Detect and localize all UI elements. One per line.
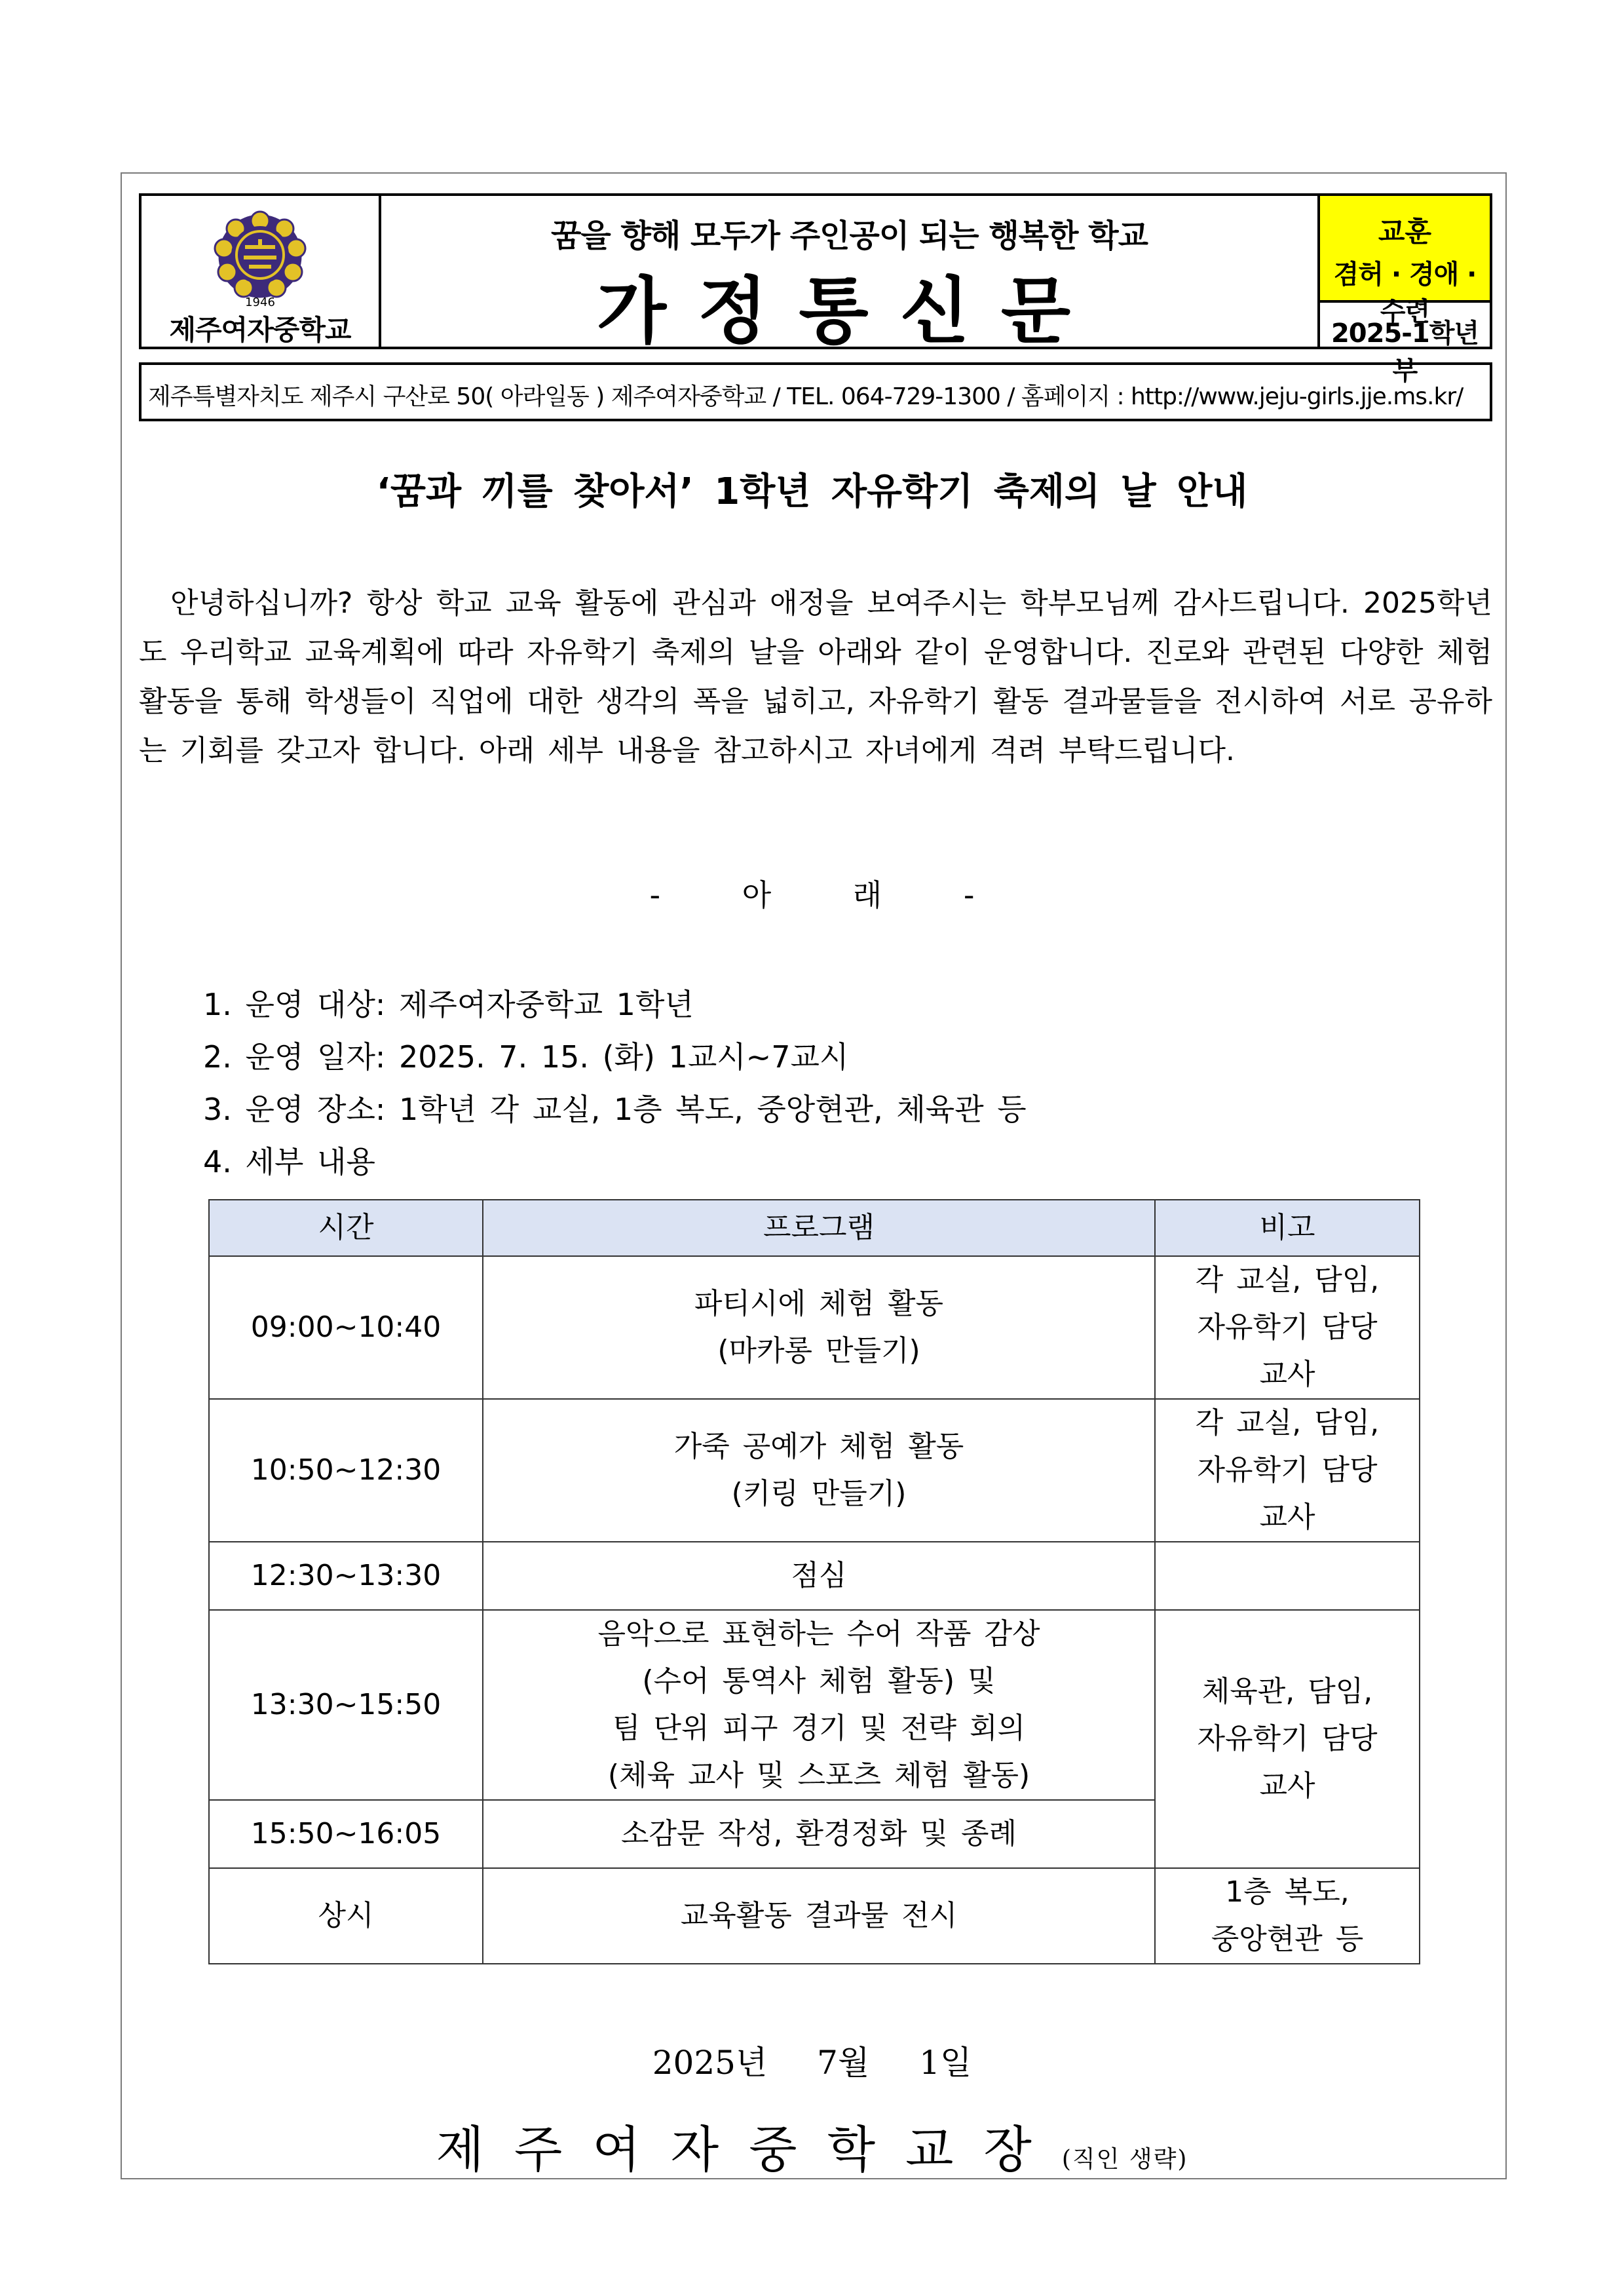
issue-date: 2025년 7월 1일 xyxy=(652,2044,972,2082)
school-motto: 겸허 · 경애 · 수련 xyxy=(1333,259,1477,327)
program-cell: 가죽 공예가 체험 활동 (키링 만들기) xyxy=(483,1399,1155,1542)
time-cell: 10:50~12:30 xyxy=(209,1399,483,1542)
seal-note: (직인 생략) xyxy=(1061,2146,1188,2173)
note-cell: 각 교실, 담임, 자유학기 담당 교사 xyxy=(1155,1256,1420,1399)
note-cell: 1층 복도, 중앙현관 등 xyxy=(1155,1868,1420,1964)
school-address: 제주특별자치도 제주시 구산로 50( 아라일동 ) 제주여자중학교 / TEL. 064-729-1300 / 홈페이지 : http://www.jeju-girls.jje.ms.kr/ xyxy=(148,383,1463,410)
program-cell: 파티시에 체험 활동 (마카롱 만들기) xyxy=(483,1256,1155,1399)
table-row xyxy=(209,1610,1420,1800)
table-row xyxy=(209,1399,1420,1542)
time-cell: 09:00~10:40 xyxy=(209,1256,483,1399)
school-emblem-icon xyxy=(198,210,322,309)
program-cell: 음악으로 표현하는 수어 작품 감상 (수어 통역사 체험 활동) 및 팀 단위 피구 경기 및 전략 회의 (체육 교사 및 스포츠 체험 활동) xyxy=(483,1610,1155,1800)
signature-line xyxy=(0,2110,1624,2181)
table-row xyxy=(209,1256,1420,1399)
note-cell: 체육관, 담임, 자유학기 담당 교사 xyxy=(1155,1610,1420,1868)
table-header-row xyxy=(209,1200,1420,1256)
note-cell: 각 교실, 담임, 자유학기 담당 교사 xyxy=(1155,1399,1420,1542)
title-cell xyxy=(381,196,1320,353)
time-cell: 12:30~13:30 xyxy=(209,1542,483,1610)
header-program: 프로그램 xyxy=(483,1200,1155,1256)
logo-cell xyxy=(142,196,381,347)
program-cell: 소감문 작성, 환경정화 및 종례 xyxy=(483,1800,1155,1868)
intro-paragraph: 안녕하십니까? 항상 학교 교육 활동에 관심과 애정을 보여주시는 학부모님께 감사드립니다. 2025학년도 우리학교 교육계획에 따라 자유학기 축제의 날을 아래와 같이 운영합니다. 진로와 관련된 다양한 체험 활동을 통해 학생들이 직업에 대한 생각의 폭을 넓히고, 자유학기 활동 결과물들을 전시하여 서로 공유하는 기회를 갖고자 합니다. 아래 세부 내용을 참고하시고 자녀에게 격려 부탁드립니다. xyxy=(139,586,1492,767)
department-label: 2025-1학년부 xyxy=(1331,318,1479,386)
document-title: ‘꿈과 끼를 찾아서’ 1학년 자유학기 축제의 날 안내 xyxy=(376,470,1248,513)
table-row xyxy=(209,1868,1420,1964)
newsletter-title: 가정통신문 xyxy=(596,269,1103,353)
program-cell: 교육활동 결과물 전시 xyxy=(483,1868,1155,1964)
logo-year: 1946 xyxy=(245,296,275,309)
table-row xyxy=(209,1542,1420,1610)
newsletter-header xyxy=(139,193,1492,386)
principal-name: 제주여자중학교장 xyxy=(436,2120,1062,2179)
program-cell: 점심 xyxy=(483,1542,1155,1610)
item-target: 1. 운영 대상: 제주여자중학교 1학년 xyxy=(203,987,694,1022)
address-bar xyxy=(139,362,1492,421)
logo-school-name: 제주여자중학교 xyxy=(169,314,351,346)
below-heading: - 아 래 - xyxy=(649,877,975,913)
school-slogan: 꿈을 향해 모두가 주인공이 되는 행복한 학교 xyxy=(551,218,1148,254)
school-motto-box xyxy=(1320,196,1490,327)
motto-cell xyxy=(1320,196,1490,386)
time-cell: 15:50~16:05 xyxy=(209,1800,483,1868)
header-note: 비고 xyxy=(1155,1200,1420,1256)
schedule-table xyxy=(208,1199,1420,1964)
item-date: 2. 운영 일자: 2025. 7. 15. (화) 1교시~7교시 xyxy=(203,1039,849,1075)
item-details: 4. 세부 내용 xyxy=(203,1144,375,1179)
note-cell xyxy=(1155,1542,1420,1610)
school-motto-label: 교훈 xyxy=(1378,216,1432,248)
header-time: 시간 xyxy=(209,1200,483,1256)
time-cell: 상시 xyxy=(209,1868,483,1964)
item-place: 3. 운영 장소: 1학년 각 교실, 1층 복도, 중앙현관, 체육관 등 xyxy=(203,1092,1027,1127)
time-cell: 13:30~15:50 xyxy=(209,1610,483,1800)
